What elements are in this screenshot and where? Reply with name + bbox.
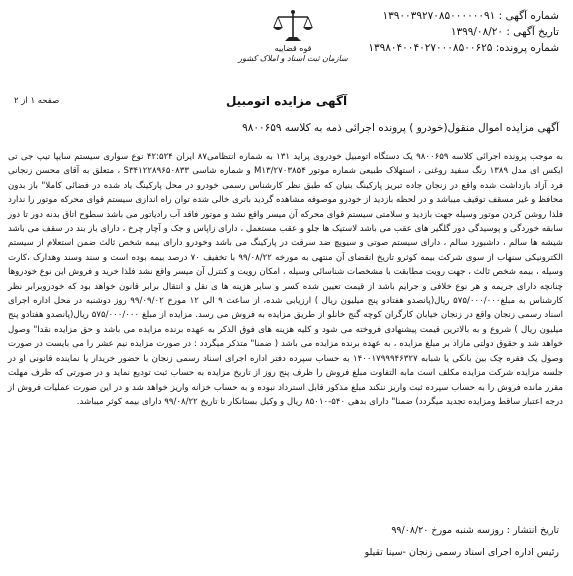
notice-number: ۱۳۹۰۰۳۹۲۷۰۸۵۰۰۰۰۰۰۹۱	[382, 10, 496, 22]
notice-date: ۱۳۹۹/۰۸/۲۰	[450, 26, 504, 38]
notice-footer	[365, 520, 559, 564]
notice-subtitle: آگهی مزایده اموال منقول(خودرو ) پرونده اجرائی ذمه به کلاسه ۹۸۰۰۶۵۹	[242, 122, 559, 134]
case-number: ۱۳۹۸۰۴۰۰۴۰۲۷۰۰۰۸۵۰۰۶۲۵	[368, 42, 493, 54]
emblem-label: قوه قضاییه	[274, 44, 312, 53]
notice-body: به موجب پرونده اجرائی کلاسه ۹۸۰۰۶۵۹ یک دستگاه اتومبیل خودروی پراید ۱۳۱ به شماره انتظامی۸۷ ایران ۴۲:۵۲۴ نوع سواری سیستم سایپا تیپ جی تی ایکس ای مدل ۱۳۸۹ رنگ سفید روغنی ، استهلاک طبیعی شماره موتور M۱۳/۲۷۰۳۸۵۴ و شماره شاسی S۳۴۱۲۲۸۹۶۵۰۸۳۳ ، متعلق به آقای محسن زنجانی فرد آزاد بازداشت شده واقع در زنجان جاده تبریز پارکینگ بنیان که طبق نظر کارشناس رسمی خودرو در محل پارکینگ یاد شده در فضائی کاملا" باز بدون محافظ و غیر مسقف توقیف میباشد و در لحظه بازدید از خودرو موصوفه مشاهده گردید باتری خالی شده توان راه اندازی سیستم قوای محرکه موتور را ندارد فلذا روشن کردن موتور وسیله جهت بازدید و سلامتی سیستم قوای محرکه آن میسر واقع نشد و موتور فاقد آب رادیاتور می باشد سطوح اتاق بدنه دور تا دور سابقه خوردگی و پوسیدگی دور گلگیر های عقب می باشد لاستیک ها جلو و عقب مستعمل ، دارای زاپاس و جک و آچار چرخ ، دارای بار بند در سقف می باشد شیشه ها سالم ، داشبورد سالم ، دارای سیستم صوتی و سیویچ ضد سرقت در پارکینگ می باشد وخودرو دارای بیمه شخص ثالث ضمن استعلام از سیستم الکترونیکی سنهاب از سوی شرکت بیمه کوثرو تاریخ انقضای آن منتهی به مورخه ۹۹/۰۸/۲۲ با تخفیف ۷۰ درصد بیمه بوده است و سند وسند وهدارک ،کارت وسیله ، بیمه شخص ثالث ، جهت رویت مطابقت با مشخصات شناسائی وسیله ، امکان رویت و کنترل آن میسر واقع نشد فلذا خرید و فروش این نوع خودروها چنانچه دارای جریمه و هر نوع خلافی و جرایم باشد از قیمت تعیین شده کسر و سایر هزینه ها ی نقل و انتقال برابر قانون خواهد بود که خودروبرابر نظر کارشناس به مبلغ۵۷۵/۰۰۰/۰۰۰ ریال(پانصدو هفتادو پنج میلیون ریال ) ارزیابی شده، از ساعت ۹ الی ۱۲ مورخ ۹۹/۰۹/۰۲ روز دوشنبه در محل اداره اجرای اسناد رسمی زنجان واقع در زنجان خیابان کارگران کوچه گنج خانلو از طریق مزایده به فروش می رسد. مزایده از مبلغ ۵۷۵/۰۰۰/۰۰۰ ریال(پانصدو هفتادو پنج میلیون ریال ) شروع و به بالاترین قیمت پیشنهادی فروخته می شود و کلیه هزینه های فوق الذکر به عهده برنده مزایده می باشد و حق مزایده نقدا" وصول خواهد شد و حقوق دولتی مازاد بر مبلغ مزایده ، به عهده برنده مزایده می باشد ( ضمنا" متذکر میگردد : در صورت مزایده نیم عشر را می بایست در صورت وصول یک فقره چک بین بانکی یا شبابه ۱۴۰۰۱۷۹۹۹۴۶۳۲۷ به حساب سپرده دفتر اداره اجرای اسناد رسمی زنجان با حضور خریدار یا نماینده قانونی او در جلسه مزایده شرکت مزایده مکلف است مابه التفاوت مبلغ فروش را ظرف پنج روز از تاریخ مزایده به حساب ثبت تودیع نماید و در صورتی که ظرف مهلت مقرر مانده فروش را به حساب سپرده ثبت واریز ننکند مبلغ مذکور قابل استرداد نبوده و به حساب خزانه واریز خواهد شد و در این صورت عملیات فروش از درجه اعتبار ساقط ومزایده تجدید میگردد) ضمنا" دارای بدهی ۵۴۰-۸۵۰۱۰ ریال و وکیل بستانکار تا تاریخ ۹۹/۰۸/۲۲ دارای بیمه کوثر میباشد.	[8, 152, 564, 407]
emblem-org: سازمان ثبت اسناد و املاک کشور	[238, 54, 348, 63]
scales-of-justice-icon	[272, 8, 314, 44]
signature-line: رئیس اداره اجرای اسناد رسمی زنجان -سینا تقیلو	[364, 547, 559, 558]
judiciary-emblem	[228, 8, 358, 64]
page-number: صفحه ۱ از ۲	[14, 96, 60, 106]
notice-title: آگهی مزایده اتومبیل	[225, 94, 348, 108]
notice-date-label: تاریخ آگهی :	[506, 26, 559, 38]
case-number-label: شماره پرونده:	[495, 42, 559, 54]
publish-date: تاریخ انتشار : روزسه شنبه مورخ ۹۹/۰۸/۲۰	[391, 525, 559, 536]
notice-number-label: شماره آگهی :	[498, 10, 559, 22]
